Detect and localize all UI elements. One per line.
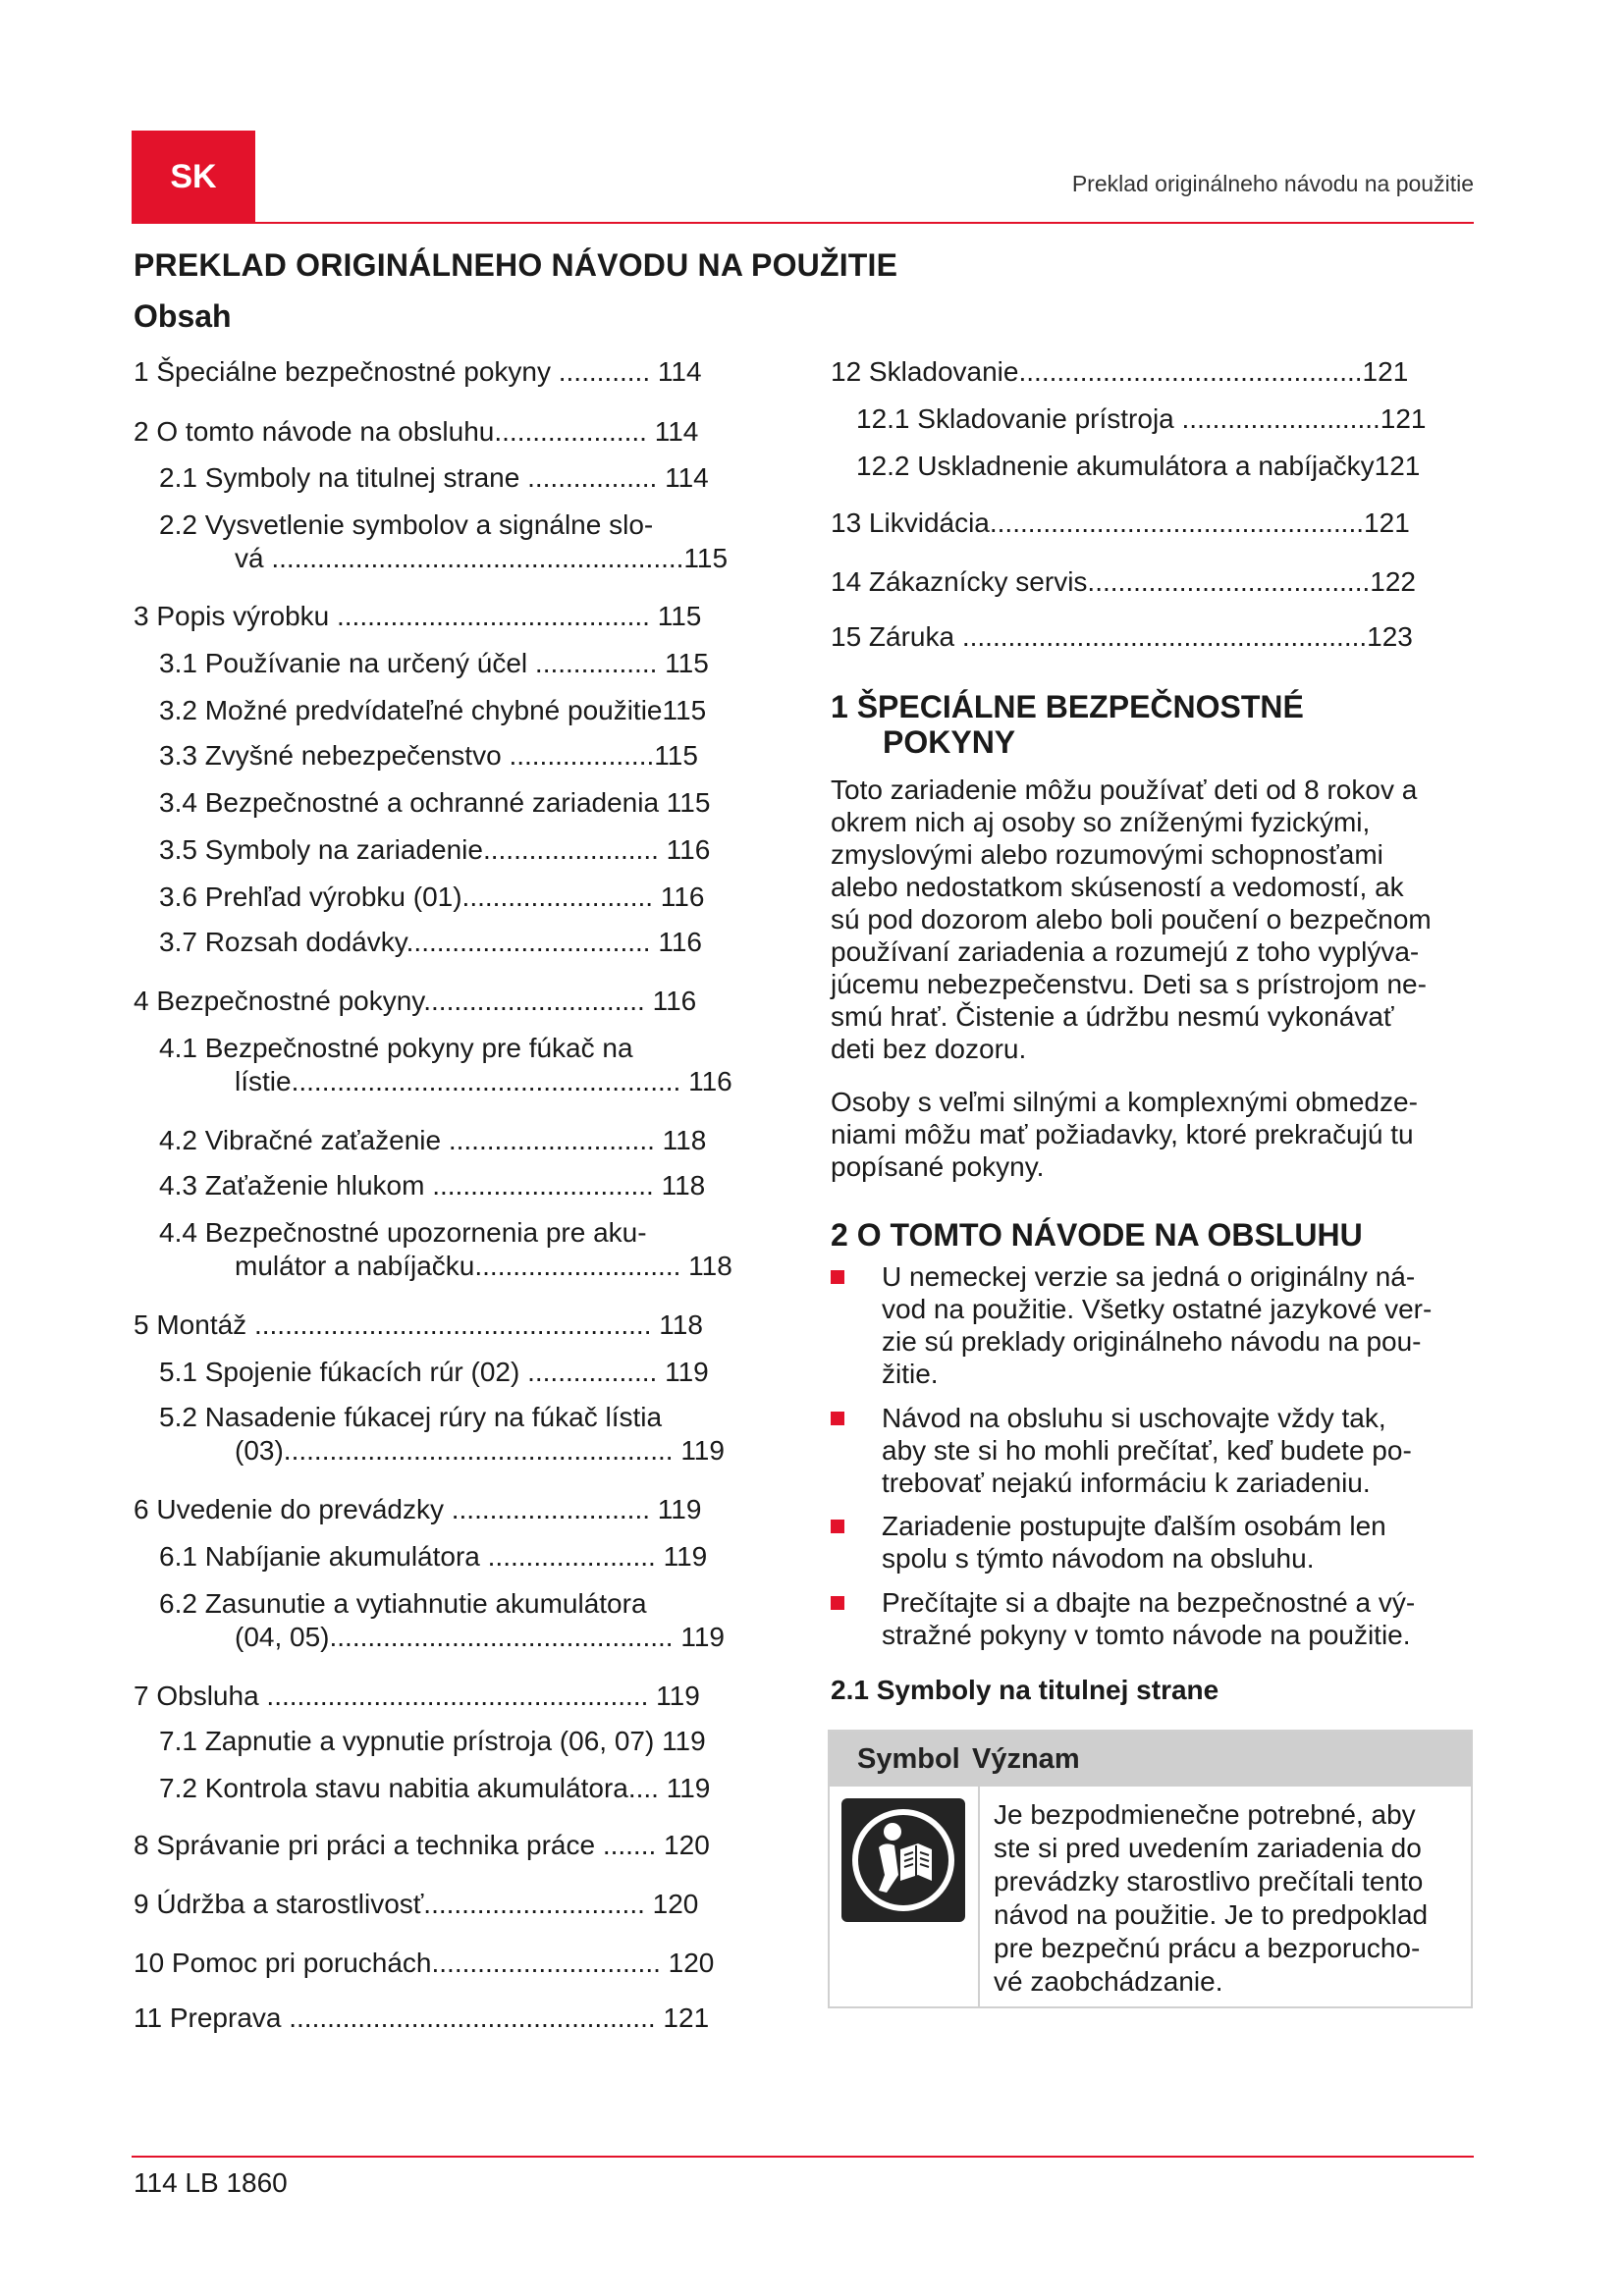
bullet-marker (831, 1412, 844, 1425)
bullet-marker (831, 1596, 844, 1610)
toc-entry[interactable]: 3 Popis výrobku ......................................... 115 (134, 601, 702, 631)
symbol-meaning: Je bezpodmienečne potrebné, aby ste si pred uvedením zariadenia do prevádzky starostlivo prečítali tento návod na použitie. Je to predpoklad pre bezpečnú prácu a bezporucho- vé zaobchádzanie. (994, 1799, 1429, 1997)
section-1-paragraph-1: Toto zariadenie môžu používať deti od 8 rokov a okrem nich aj osoby so zníženými fyzickými, zmyslovými alebo rozumovými schopnosťami alebo nedostatkom skúseností a vedomostí, ak sú pod dozorom alebo boli poučení o bezpečnom používaní zariadenia a rozumejú z toho vyplýva- júcemu nebezpečenstvu. Deti sa s prístrojom ne- smú hrať. Čistenie a údržbu nesmú vykonávať deti bez dozoru. (831, 774, 1432, 1064)
toc-entry[interactable]: 3.1 Používanie na určený účel ................ 115 (159, 648, 709, 678)
toc-entry[interactable]: 3.3 Zvyšné nebezpečenstvo ...................115 (159, 740, 698, 771)
toc-entry[interactable]: 7.2 Kontrola stavu nabitia akumulátora.... 119 (159, 1773, 711, 1803)
toc-entry[interactable]: 2 O tomto návode na obsluhu.................... 114 (134, 416, 699, 447)
toc-entry[interactable]: 3.5 Symboly na zariadenie....................... 116 (159, 834, 711, 865)
toc-entry[interactable]: 4.1 Bezpečnostné pokyny pre fúkač na lístie................................................... 116 (159, 1033, 732, 1096)
symbol-table-header (830, 1732, 1471, 1787)
bullet-marker (831, 1520, 844, 1533)
toc-entry[interactable]: 10 Pomoc pri poruchách.............................. 120 (134, 1948, 715, 1978)
toc-entry[interactable]: 6.1 Nabíjanie akumulátora ...................... 119 (159, 1541, 708, 1572)
toc-entry[interactable]: 6.2 Zasunutie a vytiahnutie akumulátora (04, 05)............................................. 119 (159, 1588, 725, 1652)
toc-entry[interactable]: 3.4 Bezpečnostné a ochranné zariadenia 115 (159, 787, 711, 818)
bullet-marker (831, 1270, 844, 1284)
toc-entry[interactable]: 4 Bezpečnostné pokyny............................. 116 (134, 986, 697, 1016)
toc-entry[interactable]: 11 Preprava ................................................ 121 (134, 2002, 710, 2033)
toc-entry[interactable]: 12.2 Uskladnenie akumulátora a nabíjačky121 (856, 451, 1421, 481)
toc-entry[interactable]: 6 Uvedenie do prevádzky .......................... 119 (134, 1494, 702, 1524)
toc-entry[interactable]: 12.1 Skladovanie prístroja ..........................121 (856, 403, 1427, 434)
toc-entry[interactable]: 3.2 Možné predvídateľné chybné použitie115 (159, 695, 707, 725)
page-footer: 114 LB 1860 (134, 2167, 288, 2198)
toc-entry[interactable]: 9 Údržba a starostlivosť............................. 120 (134, 1889, 699, 1919)
toc-entry[interactable]: 13 Likvidácia.................................................121 (831, 507, 1410, 538)
toc-entry[interactable]: 4.4 Bezpečnostné upozornenia pre aku- mulátor a nabíjačku........................... 118 (159, 1217, 732, 1281)
toc-entry[interactable]: 8 Správanie pri práci a technika práce ....... 120 (134, 1830, 710, 1860)
document-title: PREKLAD ORIGINÁLNEHO NÁVODU NA POUŽITIE (134, 247, 898, 283)
table-divider (978, 1787, 980, 2008)
toc-entry[interactable]: 7.1 Zapnutie a vypnutie prístroja (06, 07) 119 (159, 1726, 706, 1756)
contents-heading: Obsah (134, 298, 232, 334)
footer-rule (132, 2156, 1474, 2158)
meaning-column-header: Význam (972, 1743, 1080, 1775)
language-badge: SK (132, 131, 255, 223)
symbol-column-header: Symbol (857, 1743, 960, 1775)
section-1-paragraph-2: Osoby s veľmi silnými a komplexnými obmedze- niami môžu mať požiadavky, ktoré prekračujú tu popísané pokyny. (831, 1087, 1418, 1182)
toc-entry[interactable]: 2.1 Symboly na titulnej strane ................. 114 (159, 462, 709, 493)
toc-entry[interactable]: 3.6 Prehľad výrobku (01)......................... 116 (159, 881, 705, 912)
toc-entry[interactable]: 15 Záruka .....................................................123 (831, 621, 1413, 652)
toc-entry[interactable]: 4.3 Zaťaženie hlukom ............................. 118 (159, 1170, 706, 1201)
subsection-2-1-heading: 2.1 Symboly na titulnej strane (831, 1675, 1219, 1705)
toc-entry[interactable]: 4.2 Vibračné zaťaženie ........................... 118 (159, 1125, 707, 1155)
read-manual-icon (841, 1798, 965, 1922)
section-1-heading: 1 ŠPECIÁLNE BEZPEČNOSTNÉ POKYNY (831, 689, 1304, 760)
toc-entry[interactable]: 5.2 Nasadenie fúkacej rúry na fúkač lístia (03)................................................... 119 (159, 1402, 725, 1466)
header-title: Preklad originálneho návodu na použitie (1071, 171, 1474, 196)
toc-entry[interactable]: 7 Obsluha .................................................. 119 (134, 1681, 700, 1711)
toc-entry[interactable]: 3.7 Rozsah dodávky................................ 116 (159, 927, 702, 957)
toc-entry[interactable]: 2.2 Vysvetlenie symbolov a signálne slo- vá ......................................................115 (159, 509, 729, 573)
symbol-table (828, 1730, 1473, 2008)
toc-entry[interactable]: 1 Špeciálne bezpečnostné pokyny ............ 114 (134, 356, 702, 387)
toc-entry[interactable]: 14 Zákaznícky servis.....................................122 (831, 566, 1416, 597)
section-2-heading: 2 O TOMTO NÁVODE NA OBSLUHU (831, 1217, 1363, 1253)
toc-entry[interactable]: 5.1 Spojenie fúkacích rúr (02) ................. 119 (159, 1357, 709, 1387)
toc-entry[interactable]: 5 Montáž .................................................... 118 (134, 1309, 703, 1340)
toc-entry[interactable]: 12 Skladovanie.............................................121 (831, 356, 1409, 387)
header-rule (132, 222, 1474, 224)
